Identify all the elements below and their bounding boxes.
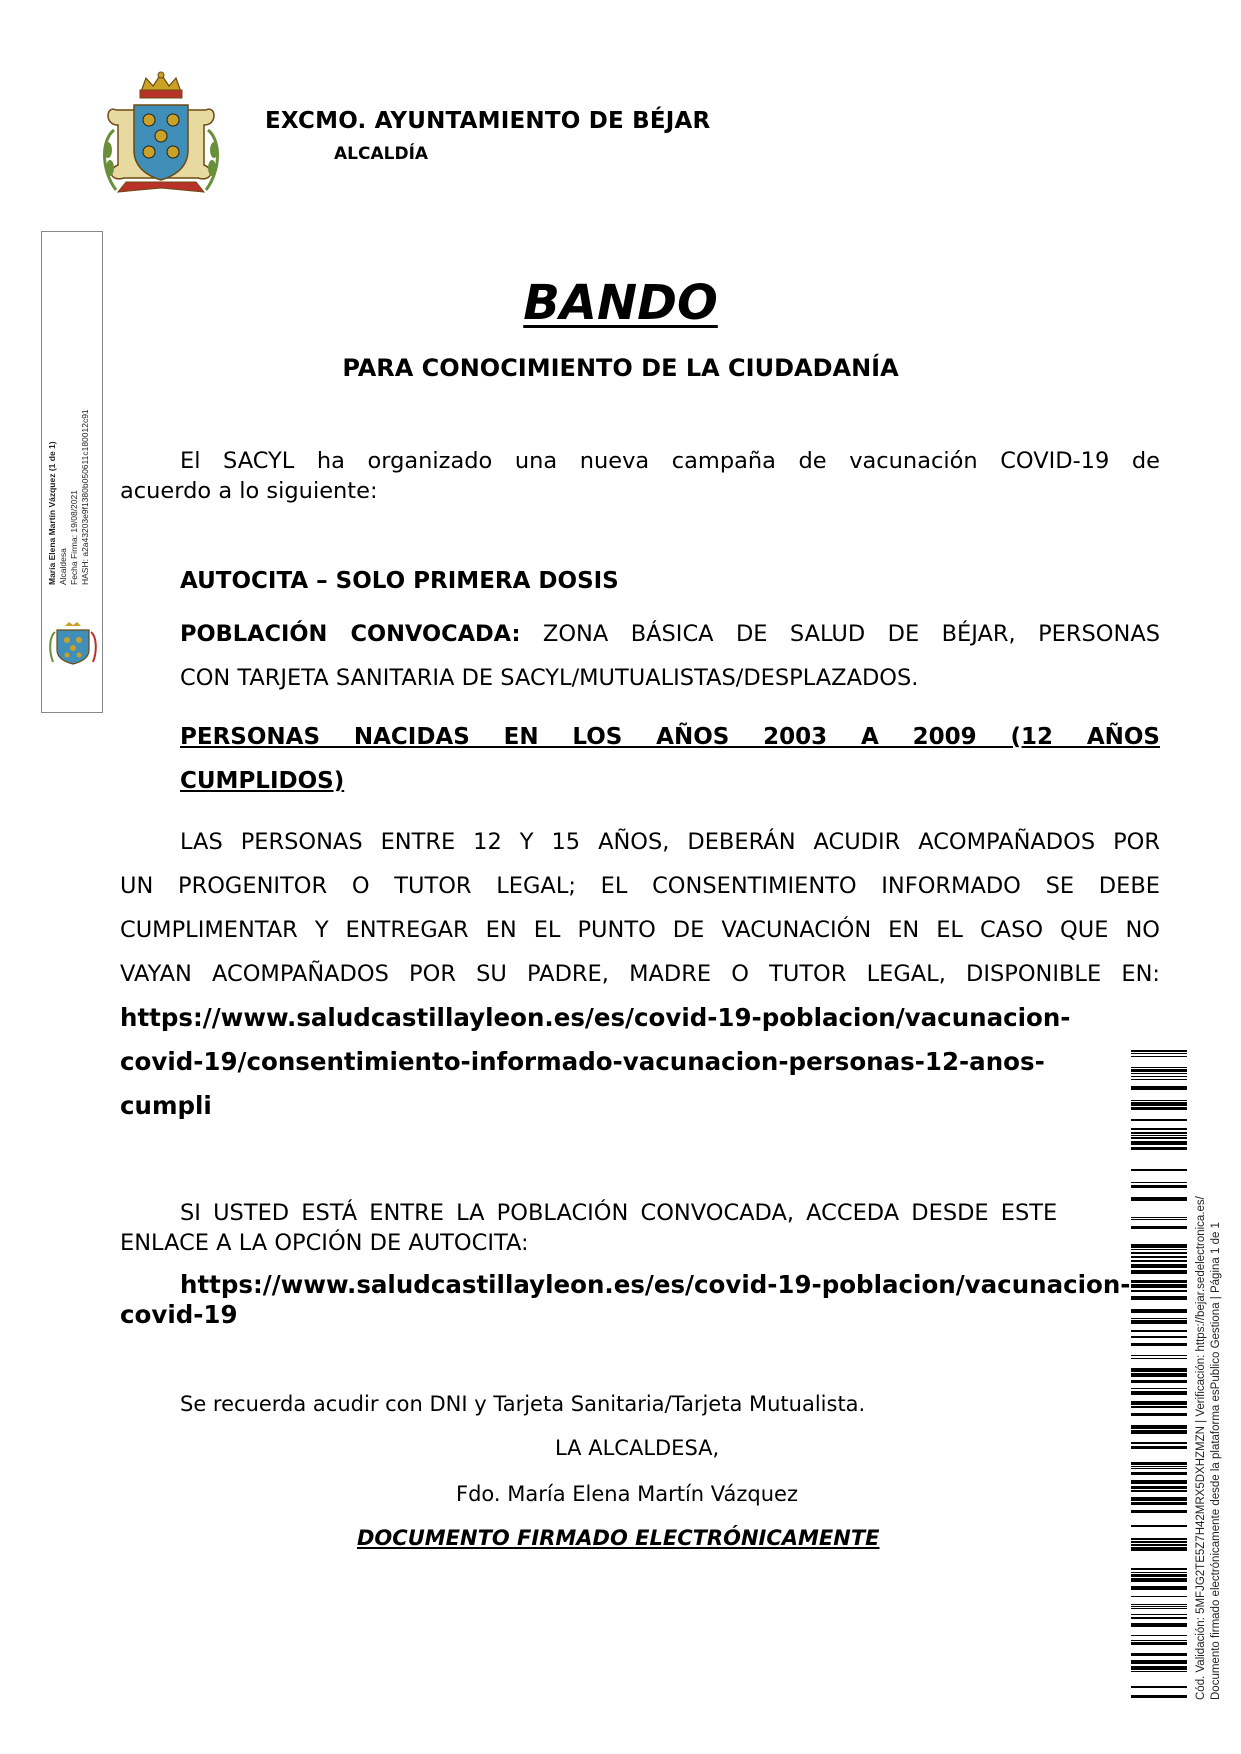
signer-role: LA ALCALDESA,	[555, 1436, 720, 1460]
barcode-bar	[1131, 1100, 1187, 1101]
barcode-bar	[1131, 1102, 1187, 1106]
barcode-bar	[1131, 1079, 1187, 1080]
barcode-bar	[1131, 1596, 1187, 1597]
barcode-bar	[1131, 1541, 1187, 1543]
acceda-line-2: ENLACE A LA OPCIÓN DE AUTOCITA:	[120, 1230, 529, 1256]
menores-line-1: LAS PERSONAS ENTRE 12 Y 15 AÑOS, DEBERÁN ACUDIR ACOMPAÑADOS POR	[180, 829, 1160, 855]
barcode-bar	[1131, 1128, 1187, 1130]
barcode-bar	[1131, 1547, 1187, 1551]
acceda-line-1: SI USTED ESTÁ ENTRE LA POBLACIÓN CONVOCADA, ACCEDA DESDE ESTE	[180, 1200, 1058, 1226]
barcode-bar	[1131, 1653, 1187, 1656]
barcode-bar	[1131, 1695, 1187, 1698]
autocita-heading: AUTOCITA – SOLO PRIMERA DOSIS	[180, 568, 619, 594]
barcode-bar	[1131, 1270, 1187, 1274]
barcode-bar	[1131, 1586, 1187, 1590]
barcode-bar	[1131, 1608, 1187, 1609]
signed-note: DOCUMENTO FIRMADO ELECTRÓNICAMENTE	[357, 1526, 880, 1550]
barcode-bar	[1131, 1462, 1187, 1465]
autocita-link-line-1[interactable]: https://www.saludcastillayleon.es/es/covid-19-poblacion/vacunacion-	[180, 1270, 1130, 1299]
barcode-bar	[1131, 1249, 1187, 1250]
barcode-bar	[1131, 1442, 1187, 1444]
barcode-bar	[1131, 1466, 1187, 1467]
poblacion-label: POBLACIÓN CONVOCADA:	[180, 621, 521, 647]
barcode-bar	[1131, 1671, 1187, 1672]
intro-line-1: El SACYL ha organizado una nueva campaña de vacunación COVID-19 de	[180, 448, 1160, 474]
barcode-bar	[1131, 1368, 1187, 1372]
intro-paragraph	[120, 446, 1160, 506]
nacidas-paragraph	[180, 715, 1160, 803]
poblacion-paragraph	[180, 612, 1160, 700]
barcode-bar	[1131, 1446, 1187, 1449]
barcode-bar	[1131, 1406, 1187, 1408]
coat-of-arms-logo	[96, 70, 226, 195]
reminder-text: Se recuerda acudir con DNI y Tarjeta Sanitaria/Tarjeta Mutualista.	[180, 1392, 866, 1416]
barcode-bar	[1131, 1486, 1187, 1489]
validation-barcode	[1131, 1050, 1187, 1705]
poblacion-line-2: CON TARJETA SANITARIA DE SACYL/MUTUALISTAS/DESPLAZADOS.	[180, 665, 919, 691]
consent-link-line-3[interactable]: cumpli	[120, 1091, 212, 1120]
stamp-date: Fecha Firma: 19/08/2021	[69, 490, 79, 585]
poblacion-line-1: ZONA BÁSICA DE SALUD DE BÉJAR, PERSONAS	[520, 621, 1160, 647]
barcode-bar	[1131, 1623, 1187, 1627]
barcode-bar	[1131, 1425, 1187, 1429]
barcode-bar	[1131, 1069, 1187, 1072]
stamp-role: Alcaldesa	[58, 548, 68, 585]
barcode-bar	[1131, 1606, 1187, 1607]
barcode-bar	[1131, 1401, 1187, 1405]
barcode-bar	[1131, 1497, 1187, 1501]
barcode-bar	[1131, 1578, 1187, 1582]
barcode-bar	[1131, 1480, 1187, 1484]
barcode-bar	[1131, 1430, 1187, 1434]
barcode-bar	[1131, 1132, 1187, 1134]
barcode-bar	[1131, 1388, 1187, 1389]
autocita-link[interactable]	[120, 1270, 1130, 1330]
barcode-bar	[1131, 1490, 1187, 1492]
verification-line-2: Documento firmado electrónicamente desde la plataforma esPublico Gestiona | Página 1 de 1	[1210, 1222, 1222, 1700]
barcode-bar	[1131, 1290, 1187, 1292]
consent-link-line-1[interactable]: https://www.saludcastillayleon.es/es/covid-19-poblacion/vacunacion-	[120, 1003, 1071, 1032]
verification-text	[1194, 1050, 1224, 1700]
barcode-bar	[1131, 1510, 1187, 1513]
barcode-bar	[1131, 1544, 1187, 1546]
barcode-bar	[1131, 1538, 1187, 1540]
barcode-bar	[1131, 1185, 1187, 1188]
menores-line-2: UN PROGENITOR O TUTOR LEGAL; EL CONSENTIMIENTO INFORMADO SE DEBE	[120, 873, 1160, 899]
barcode-bar	[1131, 1217, 1187, 1218]
document-subtitle: PARA CONOCIMIENTO DE LA CIUDADANÍA	[342, 354, 899, 382]
barcode-bar	[1131, 1358, 1187, 1359]
barcode-bar	[1131, 1050, 1187, 1052]
barcode-bar	[1131, 1182, 1187, 1183]
barcode-bar	[1131, 1053, 1187, 1054]
acceda-paragraph	[120, 1198, 1130, 1258]
barcode-bar	[1131, 1119, 1187, 1121]
autocita-link-line-2[interactable]: covid-19	[120, 1300, 238, 1329]
barcode-bar	[1131, 1076, 1187, 1077]
barcode-bar	[1131, 1219, 1187, 1220]
barcode-bar	[1131, 1614, 1187, 1615]
barcode-bar	[1131, 1660, 1187, 1664]
barcode-bar	[1131, 1413, 1187, 1416]
barcode-bar	[1131, 1525, 1187, 1527]
barcode-bar	[1131, 1264, 1187, 1268]
barcode-bar	[1131, 1640, 1187, 1641]
verification-line-1: Cód. Validación: 5MFJG2TE5Z7H42MRX5DXHZMZN | Verificación: https://bejar.sedelectronica.es/	[1195, 1196, 1207, 1700]
barcode-bar	[1131, 1686, 1187, 1688]
signer-name: Fdo. María Elena Martín Vázquez	[456, 1482, 798, 1506]
barcode-bar	[1131, 1073, 1187, 1074]
barcode-bar	[1131, 1107, 1187, 1110]
barcode-bar	[1131, 1502, 1187, 1505]
nacidas-line-1: PERSONAS NACIDAS EN LOS AÑOS 2003 A 2009 (12 AÑOS	[180, 724, 1160, 750]
barcode-bar	[1131, 1141, 1187, 1145]
barcode-bar	[1131, 1252, 1187, 1254]
barcode-bar	[1131, 1135, 1187, 1136]
document-title: BANDO	[523, 275, 718, 331]
barcode-bar	[1131, 1336, 1187, 1338]
barcode-bar	[1131, 1256, 1187, 1258]
barcode-bar	[1131, 1635, 1187, 1636]
barcode-bar	[1131, 1373, 1187, 1377]
barcode-bar	[1131, 1568, 1187, 1570]
barcode-bar	[1131, 1280, 1187, 1283]
barcode-bar	[1131, 1666, 1187, 1670]
barcode-bar	[1131, 1244, 1187, 1248]
barcode-bar	[1131, 1330, 1187, 1332]
barcode-bar	[1131, 1086, 1187, 1090]
barcode-bar	[1131, 1226, 1187, 1229]
department-name: ALCALDÍA	[334, 144, 429, 164]
consent-link[interactable]	[120, 996, 1070, 1128]
barcode-bar	[1131, 1318, 1187, 1319]
signature-stamp-text	[47, 375, 93, 585]
barcode-bar	[1131, 1169, 1187, 1171]
barcode-bar	[1131, 1574, 1187, 1577]
barcode-bar	[1131, 1296, 1187, 1300]
intro-line-2: acuerdo a lo siguiente:	[120, 478, 378, 504]
barcode-bar	[1131, 1067, 1187, 1068]
barcode-bar	[1131, 1380, 1187, 1383]
barcode-bar	[1131, 1197, 1187, 1201]
menores-line-4: VAYAN ACOMPAÑADOS POR SU PADRE, MADRE O TUTOR LEGAL, DISPONIBLE EN:	[120, 961, 1160, 987]
organization-name: EXCMO. AYUNTAMIENTO DE BÉJAR	[265, 108, 711, 134]
barcode-bar	[1131, 1617, 1187, 1619]
stamp-seal-icon	[49, 622, 97, 666]
menores-line-3: CUMPLIMENTAR Y ENTREGAR EN EL PUNTO DE VACUNACIÓN EN EL CASO QUE NO	[120, 917, 1160, 943]
barcode-bar	[1131, 1284, 1187, 1288]
nacidas-line-2: CUMPLIDOS)	[180, 768, 345, 794]
barcode-bar	[1131, 1137, 1187, 1139]
barcode-bar	[1131, 1472, 1187, 1475]
stamp-hash: HASH: a2a43203e9f1380b050611c180012c91	[80, 409, 90, 585]
barcode-bar	[1131, 1147, 1187, 1150]
barcode-bar	[1131, 1320, 1187, 1324]
menores-paragraph	[120, 820, 1160, 996]
barcode-bar	[1131, 1468, 1187, 1469]
consent-link-line-2[interactable]: covid-19/consentimiento-informado-vacunacion-personas-12-anos-	[120, 1047, 1045, 1076]
barcode-bar	[1131, 1309, 1187, 1313]
barcode-bar	[1131, 1572, 1187, 1573]
barcode-bar	[1131, 1056, 1187, 1057]
barcode-bar	[1131, 1343, 1187, 1346]
barcode-bar	[1131, 1391, 1187, 1395]
stamp-signer: María Elena Martín Vázquez (1 de 1)	[47, 441, 57, 585]
barcode-bar	[1131, 1260, 1187, 1262]
barcode-bar	[1131, 1355, 1187, 1356]
barcode-bar	[1131, 1642, 1187, 1645]
barcode-bar	[1131, 1604, 1187, 1605]
